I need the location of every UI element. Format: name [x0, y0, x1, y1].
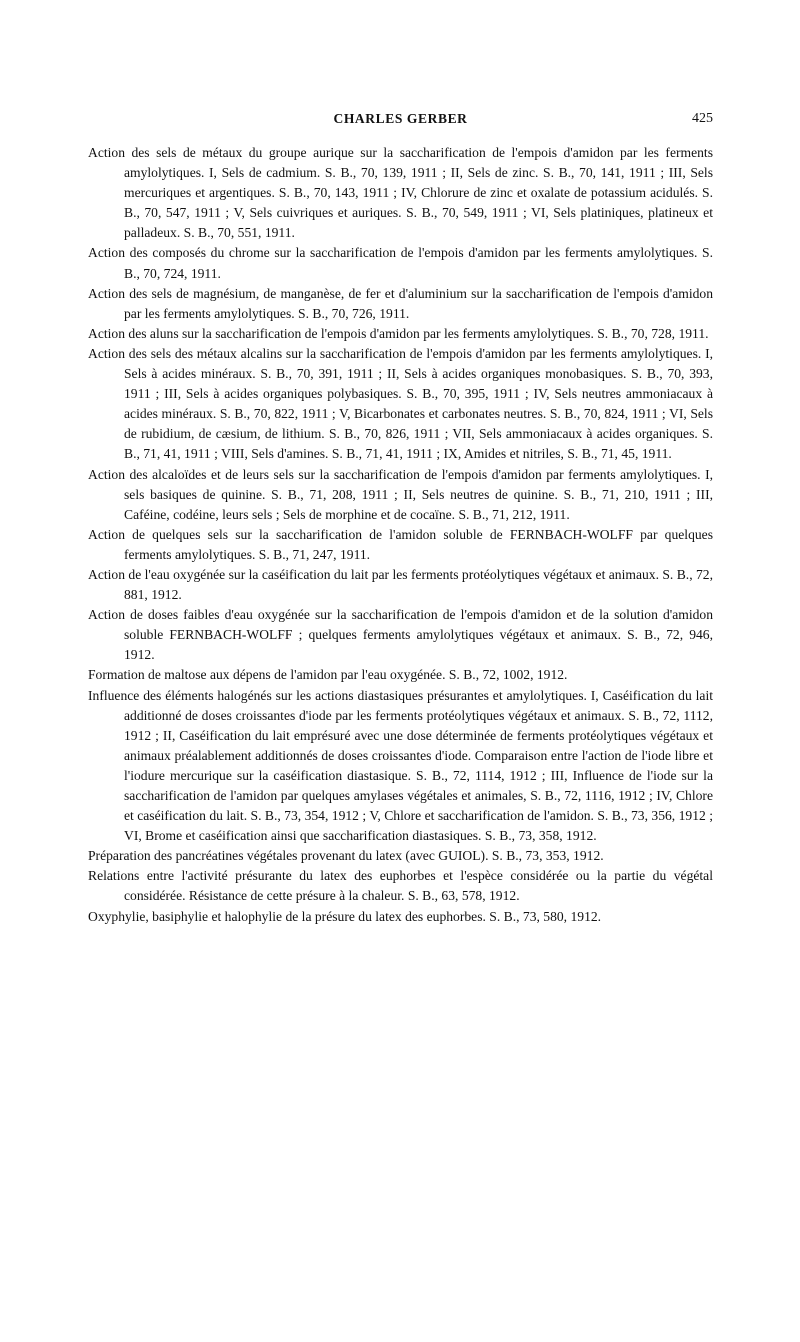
running-head [88, 111, 713, 131]
bibliography-entry: Action des aluns sur la saccharification de l'empois d'amidon par les ferments amylolytiques. S. B., 70, 728, 1911. [88, 325, 709, 341]
bibliography-entry: Action des sels des métaux alcalins sur la saccharification de l'empois d'amidon par les ferments amylolytiques. I, Sels à acides minéraux. S. B., 70, 391, 1911 ; II, Sels à acides organiques monobasiques. S. B., 70, 393, 1911 ; III, Sels à acides organiques polybasiques. S. B., 70, 395, 1911 ; IV, Sels neutres ammoniacaux à acides minéraux. S. B., 70, 822, 1911 ; V, Bicarbonates et carbonates neutres. S. B., 70, 824, 1911 ; VI, Sels de rubidium, de cæsium, de lithium. S. B., 70, 826, 1911 ; VII, Sels ammoniacaux à acides organiques. S. B., 71, 41, 1911 ; VIII, Sels d'amines. S. B., 71, 41, 1911 ; IX, Amides et nitriles, S. B., 71, 45, 1911. [88, 345, 713, 462]
bibliography-entry: Relations entre l'activité présurante du latex des euphorbes et l'espèce considérée ou la partie du végétal considérée. Résistance de cette présure à la chaleur. S. B., 63, 578, 1912. [88, 868, 713, 904]
bibliography-entry: Oxyphylie, basiphylie et halophylie de la présure du latex des euphorbes. S. B., 73, 580, 1912. [88, 908, 602, 924]
bibliography-entry: Influence des éléments halogénés sur les actions diastasiques présurantes et amylolytiques. I, Caséification du lait additionné de doses croissantes d'iode par les ferments protéolytiques végétaux et animaux. S. B., 72, 1112, 1912 ; II, Caséification du lait emprésuré avec une dose déterminée de ferments protéolytiques végétaux et animaux préalablement additionnés de doses croissantes d'iode. Comparaison entre l'action de l'iode libre et l'iodure mercurique sur la caséification diastasique. S. B., 72, 1114, 1912 ; III, Influence de l'iode sur la saccharification de l'amidon par quelques amylases végétales et animales, S. B., 72, 1116, 1912 ; IV, Chlore et caséification du lait. S. B., 73, 354, 1912 ; V, Chlore et saccharification de l'amidon. S. B., 73, 356, 1912 ; VI, Brome et caséification ainsi que saccharification diastasiques. S. B., 73, 358, 1912. [88, 687, 713, 844]
bibliography-entry: Formation de maltose aux dépens de l'amidon par l'eau oxygénée. S. B., 72, 1002, 1912. [88, 667, 568, 683]
page-number: 425 [692, 111, 713, 126]
bibliography-entry: Action de doses faibles d'eau oxygénée sur la saccharification de l'empois d'amidon et de la solution d'amidon soluble FERNBACH-WOLFF ; quelques ferments amylolytiques végétaux et animaux. S. B., 72, 946, 1912. [88, 607, 713, 663]
bibliography-entry: Action de l'eau oxygénée sur la caséification du lait par les ferments protéolytiques végétaux et animaux. S. B., 72, 881, 1912. [88, 566, 713, 603]
running-head-author: CHARLES GERBER [333, 111, 468, 126]
bibliography-entry: Action des sels de métaux du groupe aurique sur la saccharification de l'empois d'amidon par les ferments amylolytiques. I, Sels de cadmium. S. B., 70, 139, 1911 ; II, Sels de zinc. S. B., 70, 141, 1911 ; III, Sels mercuriques et argentiques. S. B., 70, 143, 1911 ; IV, Chlorure de zinc et oxalate de potassium acidulés. S. B., 70, 547, 1911 ; V, Sels cuivriques et auriques. S. B., 70, 549, 1911 ; VI, Sels platiniques, platineux et palladeux. S. B., 70, 551, 1911. [88, 145, 713, 241]
bibliography-entry: Action des composés du chrome sur la saccharification de l'empois d'amidon par les ferments amylolytiques. S. B., 70, 724, 1911. [88, 245, 713, 281]
bibliography-entry: Préparation des pancréatines végétales provenant du latex (avec GUIOL). S. B., 73, 353, 1912. [88, 848, 604, 864]
bibliography-entry: Action des alcaloïdes et de leurs sels sur la saccharification de l'empois d'amidon par ferments amylolytiques. I, sels basiques de quinine. S. B., 71, 208, 1911 ; II, Sels neutres de quinine. S. B., 71, 210, 1911 ; III, Caféine, codéine, leurs sels ; Sels de morphine et de cocaïne. S. B., 71, 212, 1911. [88, 466, 713, 522]
bibliography-entry: Action de quelques sels sur la saccharification de l'amidon soluble de FERNBACH-WOLFF par quelques ferments amylolytiques. S. B., 71, 247, 1911. [88, 526, 713, 562]
bibliography-list [88, 143, 713, 927]
bibliography-entry: Action des sels de magnésium, de manganèse, de fer et d'aluminium sur la saccharification de l'empois d'amidon par les ferments amylolytiques. S. B., 70, 726, 1911. [88, 285, 713, 321]
